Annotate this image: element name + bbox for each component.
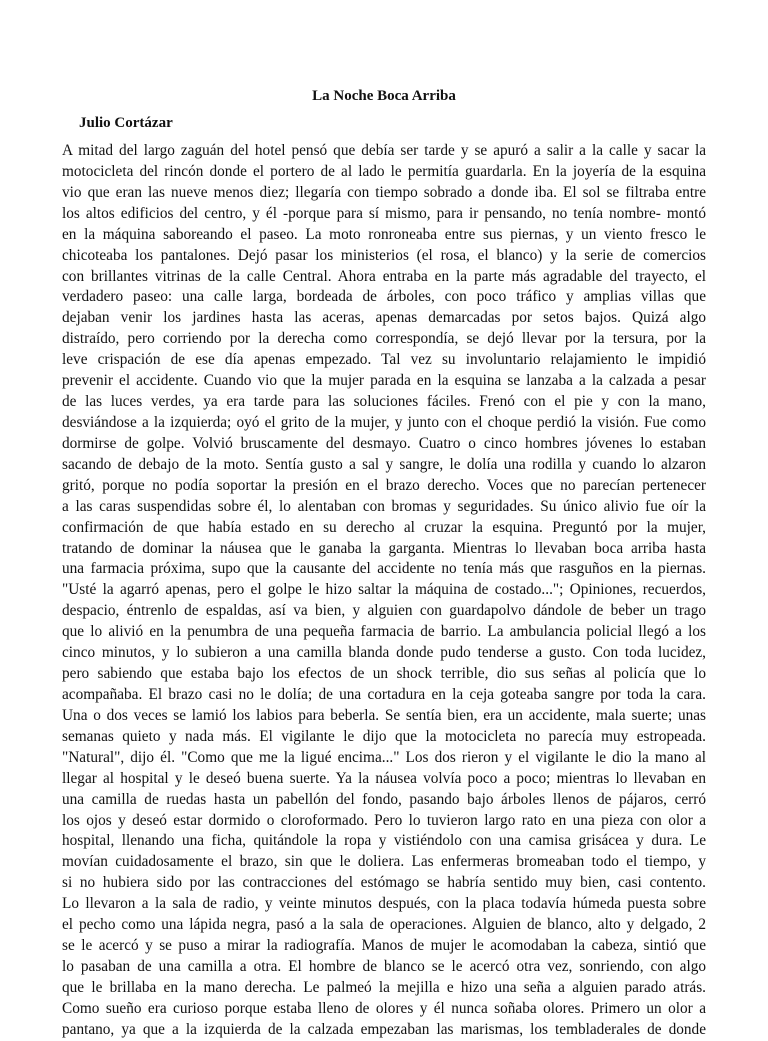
body-line: el pecho como una lápida negra, pasó a la sala de operaciones. Alguien de blanco, alto y delgado, 2 xyxy=(62,916,706,934)
body-line: cinco minutos, y lo subieron a una camilla blanda donde pudo tenderse a gusto. Con toda lucidez, xyxy=(62,644,706,662)
body-line: si no hubiera sido por las contracciones del estómago se habría sentido muy bien, casi contento. xyxy=(62,874,706,892)
body-line: semanas quieto y nada más. El vigilante le dijo que la motocicleta no parecía muy estropeada. xyxy=(62,727,706,745)
body-line: "Natural", dijo él. "Como que me la ligué encima..." Los dos rieron y el vigilante le dio la mano al xyxy=(62,748,706,766)
body-line: llegar al hospital y le deseó buena suerte. Ya la náusea volvía poco a poco; mientras lo llevaban en xyxy=(62,769,706,787)
body-line: movían cuidadosamente el brazo, sin que le doliera. Las enfermeras bromeaban todo el tiempo, y xyxy=(62,853,706,871)
body-line: a las caras suspendidas sobre él, lo alentaban con bromas y seguridades. Su único alivio fue oír la xyxy=(62,497,706,515)
body-line: prevenir el accidente. Cuando vio que la mujer parada en la esquina se lanzaba a la calzada a pesar xyxy=(62,372,706,390)
body-line: en la máquina saboreando el paseo. La moto ronroneaba entre sus piernas, y un viento fresco le xyxy=(62,225,706,243)
body-line: se le acercó y se puso a mirar la radiografía. Manos de mujer le acomodaban la cabeza, sintió que xyxy=(62,937,706,955)
body-line: que lo alivió en la penumbra de una pequeña farmacia de barrio. La ambulancia policial llegó a los xyxy=(62,623,706,641)
body-line: que le brillaba en la mano derecha. Le palmeó la mejilla e hizo una seña a alguien parado atrás. xyxy=(62,978,706,996)
body-line: dejaban venir los jardines hasta las aceras, apenas demarcadas por setos bajos. Quizá algo xyxy=(62,309,706,327)
body-line: una farmacia próxima, supo que la causante del accidente no tenía más que rasguños en la piernas. xyxy=(62,560,706,578)
body-line: tratando de dominar la náusea que le ganaba la garganta. Mientras lo llevaban boca arriba hasta xyxy=(62,539,706,557)
body-line: desviándose a la izquierda; oyó el grito de la mujer, y junto con el choque perdió la visión. Fue como xyxy=(62,413,706,431)
body-line: acompañaba. El brazo casi no le dolía; de una cortadura en la ceja goteaba sangre por toda la cara. xyxy=(62,685,706,703)
body-line: los altos edificios del centro, y él -porque para sí mismo, para ir pensando, no tenía nombre- montó xyxy=(62,204,706,222)
body-line: leve crispación de ese día apenas empezado. Tal vez su involuntario relajamiento le impidió xyxy=(62,351,706,369)
body-line: lo pasaban de una camilla a otra. El hombre de blanco se le acercó otra vez, sonriendo, con algo xyxy=(62,957,706,975)
body-line: con brillantes vitrinas de la calle Central. Ahora entraba en la parte más agradable del trayecto, el xyxy=(62,267,706,285)
body-line: gritó, porque no podía soportar la presión en el brazo derecho. Voces que no parecían pertenecer xyxy=(62,476,706,494)
body-line: Lo llevaron a la sala de radio, y veinte minutos después, con la placa todavía húmeda puesta sobre xyxy=(62,895,706,913)
body-line: una camilla de ruedas hasta un pabellón del fondo, pasando bajo árboles llenos de pájaros, cerró xyxy=(62,790,706,808)
body-line: Una o dos veces se lamió los labios para beberla. Se sentía bien, era un accidente, mala suerte; unas xyxy=(62,706,706,724)
body-line: sacando de debajo de la moto. Sentía gusto a sal y sangre, le dolía una rodilla y cuando lo alzaron xyxy=(62,455,706,473)
document-title: La Noche Boca Arriba xyxy=(312,88,456,104)
body-line: motocicleta del rincón donde el portero de al lado le permitía guardarla. En la joyería de la esquina xyxy=(62,162,706,180)
body-line: pero sabiendo que estaba bajo los efectos de un shock terrible, dio sus señas al policía que lo xyxy=(62,665,706,683)
body-line: verdadero paseo: una calle larga, bordeada de árboles, con poco tráfico y amplias villas que xyxy=(62,288,706,306)
body-line: dormirse de golpe. Volvió bruscamente del desmayo. Cuatro o cinco hombres jóvenes lo estaban xyxy=(62,434,706,452)
body-line: confirmación de que había estado en su derecho al cruzar la esquina. Preguntó por la mujer, xyxy=(62,518,706,536)
body-line: chicoteaba los pantalones. Dejó pasar los ministerios (el rosa, el blanco) y la serie de comercios xyxy=(62,246,706,264)
body-paragraph xyxy=(62,141,706,1038)
body-line: despacio, éntrenlo de espaldas, así va bien, y alguien con guardapolvo dándole de beber un trago xyxy=(62,602,706,620)
body-line: distraído, pero corriendo por la derecha como correspondía, se dejó llevar por la tersura, por la xyxy=(62,330,706,348)
body-line: pantano, ya que a la izquierda de la calzada empezaban las marismas, los tembladerales de donde xyxy=(62,1020,706,1038)
body-line: de las luces verdes, ya era tarde para las soluciones fáciles. Frenó con el pie y con la mano, xyxy=(62,393,706,411)
body-line: A mitad del largo zaguán del hotel pensó que debía ser tarde y se apuró a salir a la calle y sacar la xyxy=(62,142,706,159)
body-line: "Usté la agarró apenas, pero el golpe le hizo saltar la máquina de costado..."; Opiniones, recuerdos, xyxy=(62,581,706,599)
document-author: Julio Cortázar xyxy=(79,115,173,131)
body-line: hospital, llenando una ficha, quitándole la ropa y vistiéndolo con una camisa grisácea y dura. Le xyxy=(62,832,706,850)
body-line: los ojos y deseó estar dormido o cloroformado. Pero lo tuvieron largo rato en una pieza con olor a xyxy=(62,811,706,829)
body-line: vio que eran las nueve menos diez; llegaría con tiempo sobrado a donde iba. El sol se filtraba entre xyxy=(62,183,706,201)
body-line: Como sueño era curioso porque estaba lleno de olores y él nunca soñaba olores. Primero un olor a xyxy=(62,999,706,1017)
